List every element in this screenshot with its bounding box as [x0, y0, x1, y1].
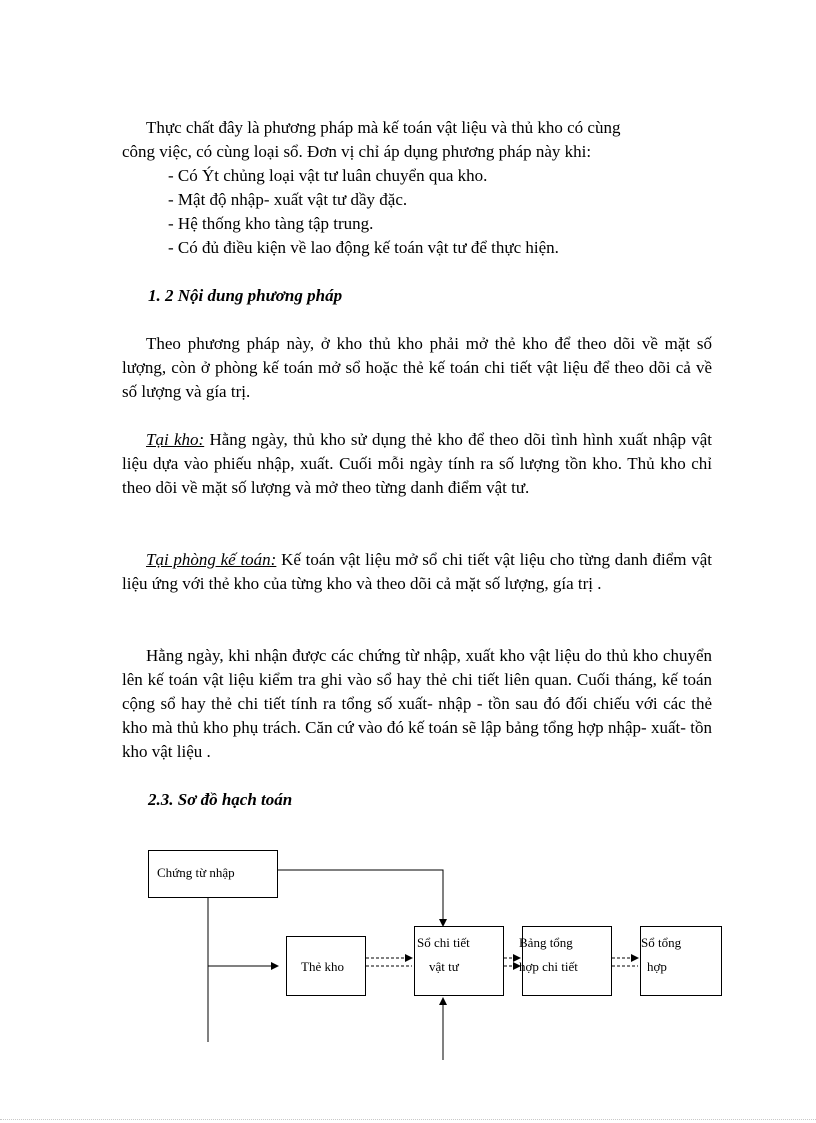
box-the-kho-label: Thẻ kho [301, 959, 344, 974]
box-so-tong-hop-line-2: hợp [647, 959, 667, 974]
kho-label: Tại kho: [146, 430, 205, 449]
kho-text: Hằng ngày, thủ kho sử dụng thẻ kho để theo dõi tình hình xuất nhập vật liệu dựa vào phiếu nhập, xuất. Cuối mỗi ngày tính ra số lượng tồn kho. Thủ kho chỉ theo dõi về mặt số lượng và mở theo từng danh điểm vật tư. [122, 430, 713, 497]
connector-chung-tu-to-so-chi-tiet [278, 870, 443, 926]
intro-line-1: Thực chất đây là phương pháp mà kế toán vật liệu và thủ kho có cùng [146, 118, 621, 137]
bullet-item: - Có đủ điều kiện về lao động kế toán vật tư để thực hiện. [168, 238, 559, 257]
page-bottom-divider [0, 1119, 816, 1120]
box-so-tong-hop-line-1: Sổ tổng [641, 935, 682, 950]
section-heading-1-2: 1. 2 Nội dung phương pháp [148, 286, 343, 305]
bullet-item: - Mật độ nhập- xuất vật tư dầy đặc. [168, 190, 408, 209]
box-so-tong-hop [640, 926, 722, 996]
box-so-chi-tiet-line-2: vật tư [429, 959, 459, 974]
bullet-item: - Hệ thống kho tàng tập trung. [168, 214, 374, 233]
box-chung-tu-nhap [148, 850, 278, 898]
phong-ke-toan-label: Tại phòng kế toán: [146, 550, 277, 569]
section-heading-2-3: 2.3. Sơ đồ hạch toán [148, 790, 293, 809]
box-so-chi-tiet-line-1: Sổ chi tiết [417, 935, 470, 950]
box-bang-tong-hop-line-2: hợp chi tiết [519, 959, 578, 974]
box-bang-tong-hop [519, 926, 612, 996]
phong-ke-toan-text: Kế toán vật liệu mở sổ chi tiết vật liệu cho từng danh điểm vật liệu ứng với thẻ kho của từng kho và theo dõi cả mặt số lượng, gía trị . [122, 550, 712, 593]
box-chung-tu-nhap-label: Chứng từ nhập [157, 865, 235, 880]
bullet-item: - Có Ýt chủng loại vật tư luân chuyển qua kho. [168, 166, 488, 185]
intro-line-2: công việc, có cùng loại sổ. Đơn vị chỉ áp dụng phương pháp này khi: [122, 142, 592, 161]
box-the-kho [286, 936, 366, 996]
daily-paragraph: Hằng ngày, khi nhận được các chứng từ nhập, xuất kho vật liệu do thủ kho chuyển lên kế toán vật liệu kiểm tra ghi vào sổ hay thẻ chi tiết liên quan. Cuối tháng, kế toán cộng sổ hay thẻ chi tiết tính ra tổng số xuất- nhập - tồn sau đó đối chiếu với các thẻ kho mà thủ kho phụ trách. Căn cứ vào đó kế toán sẽ lập bảng tổng hợp nhập- xuất- tồn kho vật liệu . [122, 646, 712, 761]
box-bang-tong-hop-line-1: Bảng tổng [519, 935, 573, 950]
method-paragraph: Theo phương pháp này, ở kho thủ kho phải mở thẻ kho để theo dõi về mặt số lượng, còn ở phòng kế toán mở sổ hoặc thẻ kế toán chi tiết vật liệu để theo dõi cả về số lượng và gía trị. [122, 334, 712, 401]
box-so-chi-tiet [414, 926, 504, 996]
